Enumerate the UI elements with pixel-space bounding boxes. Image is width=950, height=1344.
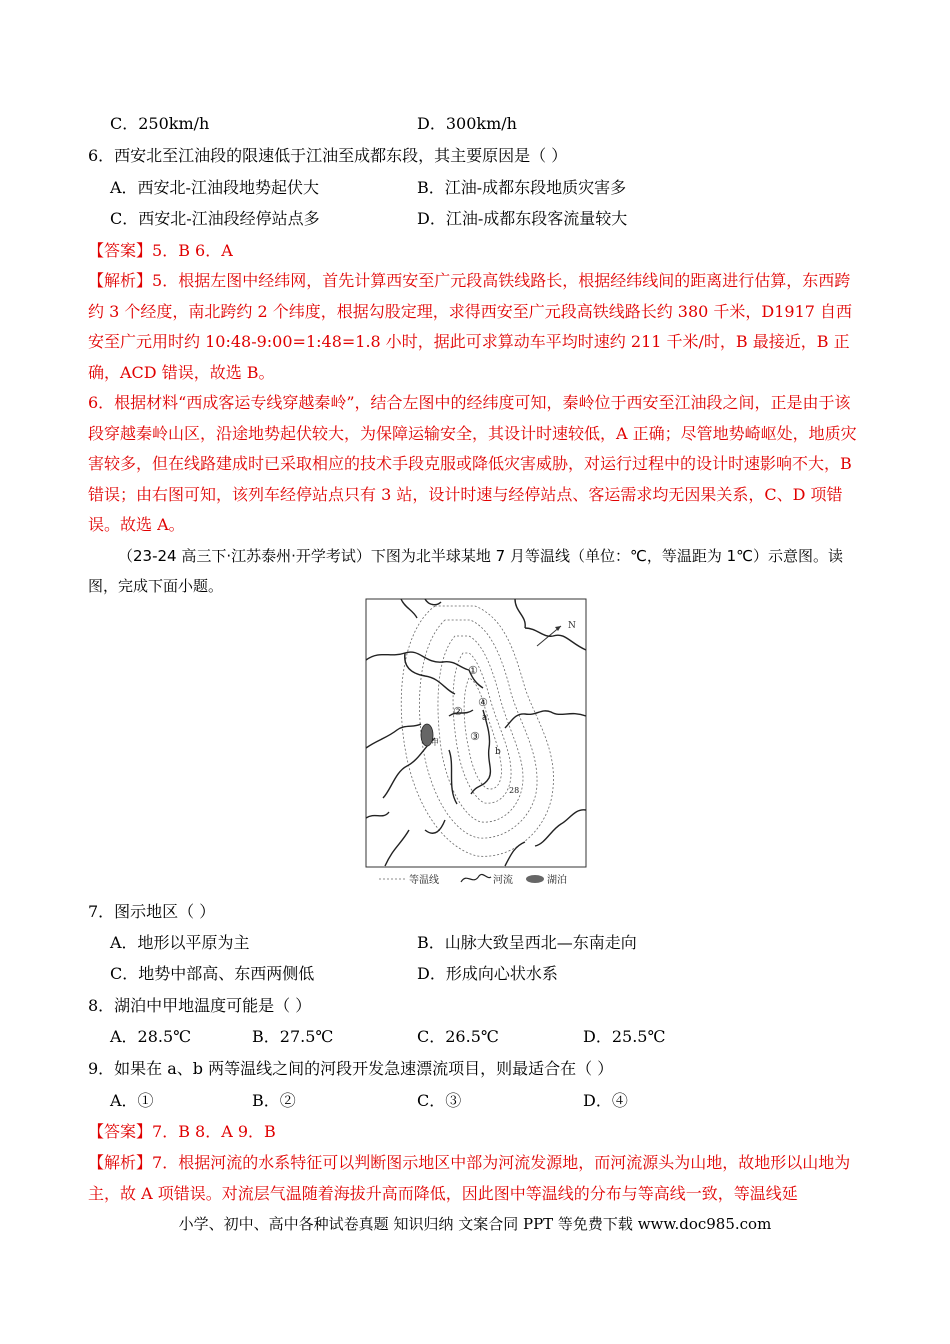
legend-river-label: 河流	[493, 875, 513, 886]
q8-option-d: D．25.5℃	[583, 1027, 666, 1046]
q7-option-b: B．山脉大致呈西北—东南走向	[417, 933, 637, 952]
q9-option-c: C．③	[417, 1091, 462, 1110]
analysis-label: 【解析】	[88, 1153, 153, 1172]
marker-2: ②	[453, 705, 463, 718]
q9-stem: 9．如果在 a、b 两等温线之间的河段开发急速漂流项目，则最适合在（ ）	[88, 1059, 614, 1078]
q6-option-a: A．西安北-江油段地势起伏大	[110, 178, 319, 197]
legend-river-icon	[461, 874, 491, 882]
isotherm-value-label: 28	[509, 786, 520, 795]
analysis-label: 【解析】	[88, 271, 153, 290]
legend-isotherm-label: 等温线	[409, 875, 439, 886]
answer-text: 7．B 8．A 9．B	[152, 1122, 276, 1141]
answer-5-6	[88, 241, 233, 261]
lake-label: 甲	[431, 738, 439, 747]
analysis-7	[88, 1148, 863, 1209]
q8-option-c: C．26.5℃	[417, 1027, 499, 1046]
q7-option-a: A．地形以平原为主	[110, 933, 250, 952]
marker-4: ④	[478, 696, 488, 709]
question-intro: （23-24 高三下·江苏泰州·开学考试）下图为北半球某地 7 月等温线（单位：℃，等温距为 1℃）示意图。读图，完成下面小题。	[88, 547, 843, 595]
answer-label: 【答案】	[88, 1122, 153, 1141]
label-a: a	[482, 713, 488, 723]
page-footer: 小学、初中、高中各种试卷真题 知识归纳 文案合同 PPT 等免费下载 www.doc985.com	[178, 1215, 772, 1233]
q8-option-b: B．27.5℃	[252, 1027, 334, 1046]
q6-option-b: B．江油-成都东段地质灾害多	[417, 178, 627, 197]
q5-option-c: C．250km/h	[110, 114, 210, 133]
q6-option-d: D．江油-成都东段客流量较大	[417, 209, 628, 228]
q9-option-b: B．②	[252, 1091, 296, 1110]
map-legend	[379, 873, 567, 886]
q9-option-d: D．④	[583, 1091, 628, 1110]
answer-text: 5．B 6．A	[152, 241, 233, 260]
isotherm-map	[365, 598, 587, 890]
north-label: N	[568, 621, 576, 631]
q7-stem: 7．图示地区（ ）	[88, 902, 216, 921]
analysis-7-text: 7．根据河流的水系特征可以判断图示地区中部为河流发源地，而河流源头为山地，故地形以山地为主，故 A 项错误。对流层气温随着海拔升高而降低，因此图中等温线的分布与等高线一致，等温线延	[88, 1153, 851, 1203]
analysis-5-text: 5．根据左图中经纬网，首先计算西安至广元段高铁线路长，根据经纬线间的距离进行估算，东西跨约 3 个经度，南北跨约 2 个纬度，根据勾股定理，求得西安至广元段高铁线路长约 380 千米，D1917 自西安至广元用时约 10:48-9:00=1:48=1.8 小时，据此可求算动车平均时速约 211 千米/时，B 最接近，B 正确，ACD 错误，故选 B。	[88, 271, 853, 382]
q6-stem: 6．西安北至江油段的限速低于江油至成都东段，其主要原因是（ ）	[88, 146, 568, 165]
q6-option-c: C．西安北-江油段经停站点多	[110, 209, 320, 228]
analysis-6: 6．根据材料“西成客运专线穿越秦岭”，结合左图中的经纬度可知，秦岭位于西安至江油段之间，正是由于该段穿越秦岭山区，沿途地势起伏较大，为保障运输安全，其设计时速较低，A 正确；尽管地势崎岖处，地质灾害较多，但在线路建成时已采取相应的技术手段克服或降低灾害威胁，对运行过程中的设计时速影响不大，B 错误；由右图可知，该列车经停站点只有 3 站，设计时速与经停站点、客运需求均无因果关系，C、D 项错误。故选 A。	[88, 393, 857, 534]
legend-lake-icon	[526, 875, 544, 883]
q5-option-d: D．300km/h	[417, 114, 517, 133]
answer-label: 【答案】	[88, 241, 153, 260]
q7-option-c: C．地势中部高、东西两侧低	[110, 964, 315, 983]
q8-option-a: A．28.5℃	[110, 1027, 192, 1046]
q9-option-a: A．①	[110, 1091, 154, 1110]
marker-1: ①	[468, 664, 478, 677]
label-b: b	[495, 747, 501, 757]
q7-option-d: D．形成向心状水系	[417, 964, 558, 983]
legend-lake-label: 湖泊	[547, 875, 567, 886]
marker-3: ③	[470, 730, 480, 743]
answer-7-9	[88, 1122, 276, 1142]
q8-stem: 8．湖泊中甲地温度可能是（ ）	[88, 996, 312, 1015]
analysis-5	[88, 266, 863, 388]
